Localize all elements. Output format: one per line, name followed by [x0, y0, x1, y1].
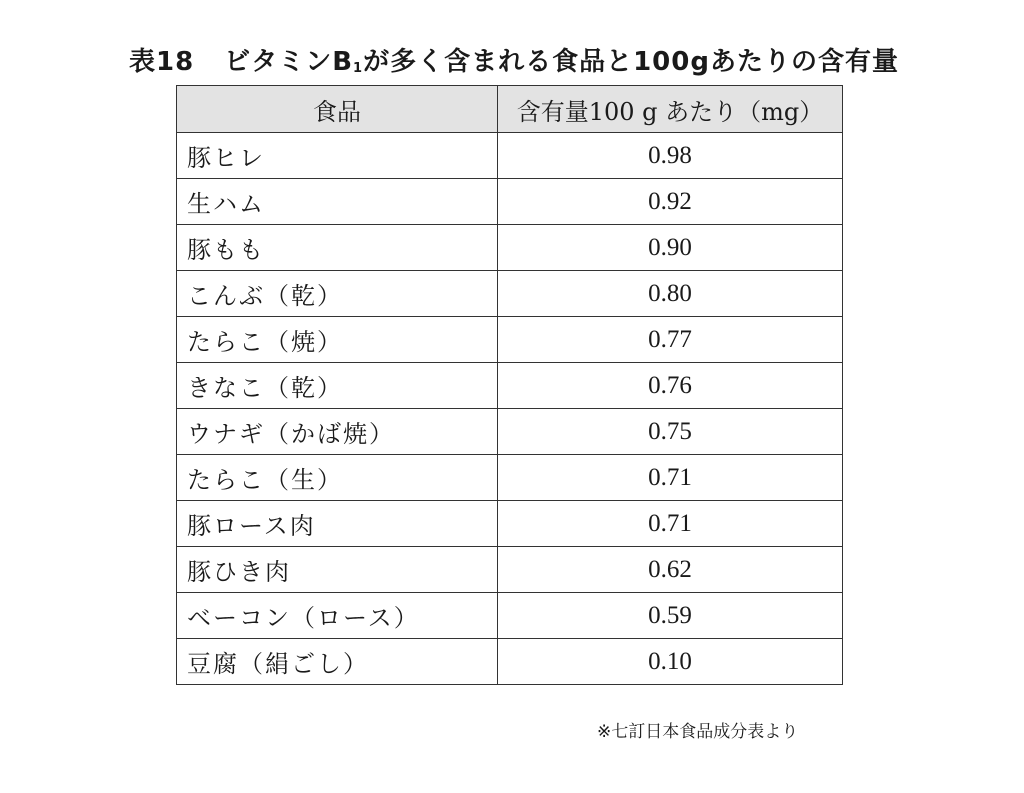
- table-row: [177, 593, 843, 639]
- food-name: きなこ（乾）: [177, 363, 498, 409]
- title-prefix: ビタミンB: [224, 47, 354, 77]
- content-value: 0.77: [498, 317, 843, 363]
- food-name: 豚もも: [177, 225, 498, 271]
- food-name: こんぶ（乾）: [177, 271, 498, 317]
- content-value: 0.90: [498, 225, 843, 271]
- food-name: 豚ヒレ: [177, 133, 498, 179]
- content-value: 0.76: [498, 363, 843, 409]
- content-value: 0.92: [498, 179, 843, 225]
- content-value: 0.71: [498, 501, 843, 547]
- food-name: 豚ひき肉: [177, 547, 498, 593]
- table-row: [177, 225, 843, 271]
- header-food: 食品: [177, 86, 498, 133]
- content-value: 0.59: [498, 593, 843, 639]
- title-subscript: 1: [353, 61, 364, 76]
- table-row: [177, 133, 843, 179]
- header-content: 含有量100 g あたり（mg）: [498, 86, 843, 133]
- food-name: 豚ロース肉: [177, 501, 498, 547]
- content-value: 0.80: [498, 271, 843, 317]
- table-number: 表18: [129, 47, 195, 77]
- source-note: ※七訂日本食品成分表より: [597, 722, 799, 742]
- content-value: 0.10: [498, 639, 843, 685]
- food-name: ベーコン（ロース）: [177, 593, 498, 639]
- food-name: たらこ（焼）: [177, 317, 498, 363]
- table-title: [129, 42, 899, 89]
- table-row: [177, 501, 843, 547]
- food-name: ウナギ（かば焼）: [177, 409, 498, 455]
- food-name: たらこ（生）: [177, 455, 498, 501]
- table-row: [177, 179, 843, 225]
- header-row: [177, 86, 843, 133]
- content-value: 0.75: [498, 409, 843, 455]
- table-row: [177, 639, 843, 685]
- food-name: 生ハム: [177, 179, 498, 225]
- content-value: 0.71: [498, 455, 843, 501]
- table-row: [177, 455, 843, 501]
- content-value: 0.98: [498, 133, 843, 179]
- table-row: [177, 363, 843, 409]
- table-row: [177, 409, 843, 455]
- content-value: 0.62: [498, 547, 843, 593]
- table-row: [177, 271, 843, 317]
- table-row: [177, 317, 843, 363]
- food-name: 豆腐（絹ごし）: [177, 639, 498, 685]
- vitamin-b1-table: [176, 85, 843, 685]
- table-row: [177, 547, 843, 593]
- title-suffix: が多く含まれる食品と100gあたりの含有量: [363, 47, 899, 77]
